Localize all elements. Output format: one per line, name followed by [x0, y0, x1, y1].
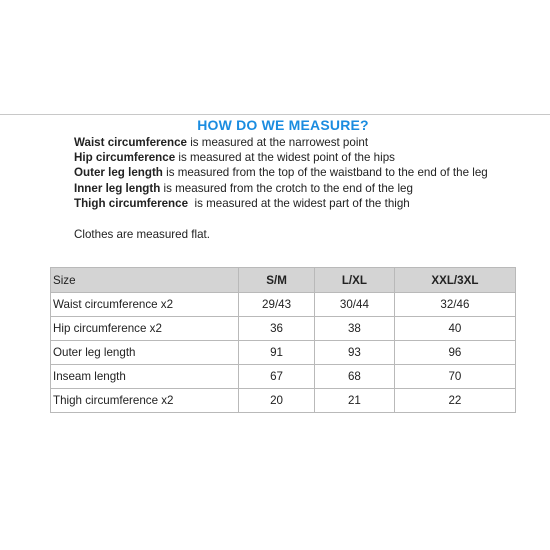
header-xxl-3xl: XXL/3XL [394, 268, 515, 293]
definition-term: Outer leg length [74, 166, 163, 180]
table-row [51, 293, 516, 317]
page-title: HOW DO WE MEASURE? [197, 117, 369, 133]
table-cell: 38 [315, 317, 395, 341]
definition-hip [74, 150, 544, 165]
table-row [51, 365, 516, 389]
table-cell: 40 [394, 317, 515, 341]
definition-term: Waist circumference [74, 136, 187, 149]
definition-text: is measured at the widest part of the thigh [188, 196, 410, 210]
size-chart-table [50, 267, 516, 413]
definition-term: Inner leg length [74, 181, 161, 195]
row-label: Inseam length [51, 365, 239, 389]
table-cell: 93 [315, 341, 395, 365]
definition-thigh [74, 196, 544, 211]
definition-text: is measured from the top of the waistband to the end of the leg [162, 166, 488, 180]
row-label: Waist circumference x2 [51, 293, 239, 317]
table-cell: 70 [394, 365, 515, 389]
table-row [51, 389, 516, 413]
table-cell: 20 [239, 389, 315, 413]
table-row [51, 317, 516, 341]
table-cell: 68 [315, 365, 395, 389]
table-cell: 96 [394, 341, 515, 365]
header-size: Size [51, 268, 239, 293]
table-cell: 36 [239, 317, 315, 341]
definition-outer-leg [74, 165, 544, 180]
header-l-xl: L/XL [315, 268, 395, 293]
table-cell: 29/43 [239, 293, 315, 317]
definition-text: is measured at the widest point of the hips [175, 151, 395, 165]
top-divider [0, 114, 550, 115]
row-label: Hip circumference x2 [51, 317, 239, 341]
definition-text: is measured at the narrowest point [186, 136, 369, 149]
header-s-m: S/M [239, 268, 315, 293]
table-cell: 67 [239, 365, 315, 389]
table-cell: 91 [239, 341, 315, 365]
row-label: Outer leg length [51, 341, 239, 365]
definition-text: is measured from the crotch to the end of the leg [160, 181, 413, 195]
table-row [51, 341, 516, 365]
definition-inner-leg [74, 181, 544, 196]
table-header-row [51, 268, 516, 293]
table-cell: 21 [315, 389, 395, 413]
definition-term: Thigh circumference [74, 196, 189, 210]
definition-term: Hip circumference [74, 151, 176, 165]
definition-waist [74, 135, 544, 150]
table-cell: 22 [394, 389, 515, 413]
measuring-note: Clothes are measured flat. [74, 228, 210, 241]
table-cell: 30/44 [315, 293, 395, 317]
table-cell: 32/46 [394, 293, 515, 317]
row-label: Thigh circumference x2 [51, 389, 239, 413]
measurement-definitions [74, 135, 544, 211]
